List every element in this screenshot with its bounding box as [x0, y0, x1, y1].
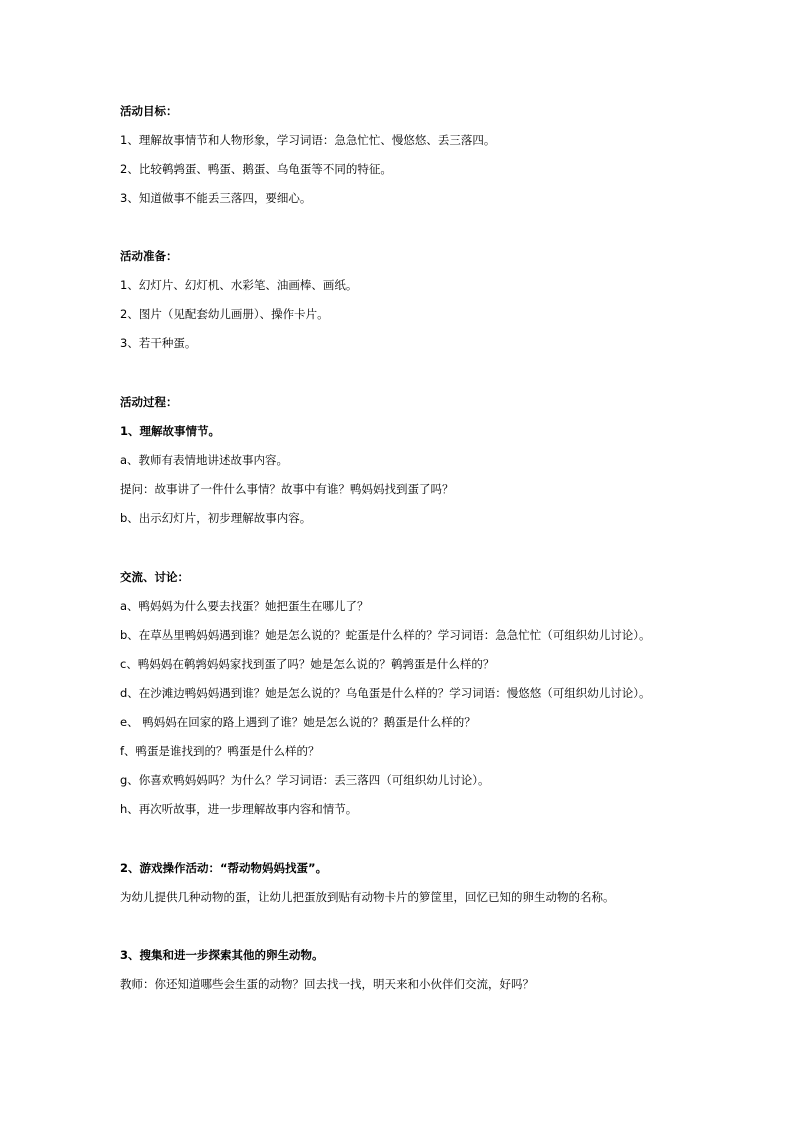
- game-body: 为幼儿提供几种动物的蛋，让幼儿把蛋放到贴有动物卡片的箩筐里，回忆已知的卵生动物的名称。: [120, 890, 615, 904]
- process-step1-item-b: b、出示幻灯片，初步理解故事内容。: [120, 511, 312, 525]
- discussion-item-h: h、再次听故事，进一步理解故事内容和情节。: [120, 802, 358, 816]
- discussion-heading: 交流、讨论：: [120, 570, 189, 584]
- process-heading: 活动过程：: [120, 395, 178, 409]
- preparation-item-1: 1、幻灯片、幻灯机、水彩笔、油画棒、画纸。: [120, 278, 358, 292]
- discussion-item-b: b、在草丛里鸭妈妈遇到谁？她是怎么说的？蛇蛋是什么样的？学习词语：急急忙忙（可组织幼儿讨论）。: [120, 628, 651, 642]
- explore-body: 教师：你还知道哪些会生蛋的动物？回去找一找，明天来和小伙伴们交流，好吗？: [120, 977, 534, 991]
- goals-item-1: 1、理解故事情节和人物形象，学习词语：急急忙忙、慢悠悠、丢三落四。: [120, 133, 496, 147]
- discussion-item-a: a、鸭妈妈为什么要去找蛋？她把蛋生在哪儿了？: [120, 599, 369, 613]
- preparation-heading: 活动准备：: [120, 249, 178, 263]
- discussion-item-e: e、 鸭妈妈在回家的路上遇到了谁？她是怎么说的？鹅蛋是什么样的？: [120, 715, 476, 729]
- process-step1-item-a: a、教师有表情地讲述故事内容。: [120, 453, 289, 467]
- preparation-item-3: 3、若干种蛋。: [120, 336, 197, 350]
- process-step1-question: 提问：故事讲了一件什么事情？故事中有谁？鸭妈妈找到蛋了吗？: [120, 482, 454, 496]
- goals-item-2: 2、比较鹌鹑蛋、鸭蛋、鹅蛋、乌龟蛋等不同的特征。: [120, 162, 392, 176]
- discussion-item-d: d、在沙滩边鸭妈妈遇到谁？她是怎么说的？乌龟蛋是什么样的？学习词语：慢悠悠（可组织幼儿讨论）。: [120, 686, 651, 700]
- explore-title: 3、搜集和进一步探索其他的卵生动物。: [120, 948, 324, 962]
- preparation-item-2: 2、图片（见配套幼儿画册）、操作卡片。: [120, 307, 329, 321]
- game-title: 2、游戏操作活动：“帮动物妈妈找蛋”。: [120, 861, 328, 875]
- discussion-item-f: f、鸭蛋是谁找到的？鸭蛋是什么样的？: [120, 744, 320, 758]
- discussion-item-c: c、鸭妈妈在鹌鹑妈妈家找到蛋了吗？她是怎么说的？鹌鹑蛋是什么样的？: [120, 657, 495, 671]
- goals-item-3: 3、知道做事不能丢三落四，要细心。: [120, 191, 312, 205]
- goals-heading: 活动目标：: [120, 104, 178, 118]
- process-step1-title: 1、理解故事情节。: [120, 424, 221, 438]
- discussion-item-g: g、你喜欢鸭妈妈吗？为什么？学习词语：丢三落四（可组织幼儿讨论）。: [120, 773, 490, 787]
